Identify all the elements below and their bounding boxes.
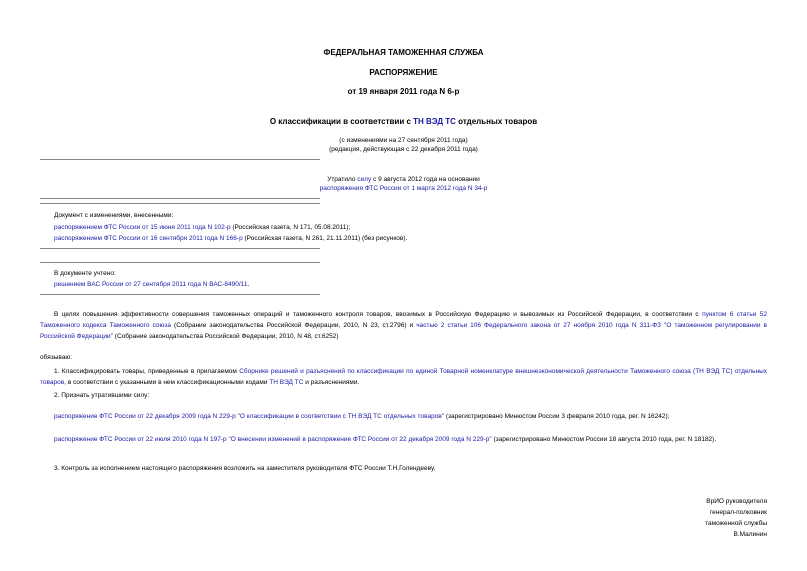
changes-item-1-link[interactable]: распоряжением ФТС России от 15 июня 2011 года N 102-р [54,224,231,231]
changes-heading: Документ с изменениями, внесенными: [54,212,174,219]
void-order-2-text: (зарегистрировано Минюстом России 18 августа 2010 года, рег. N 18182). [491,436,717,443]
divider [40,159,320,160]
divider [40,198,320,199]
lost-force-link[interactable]: силу [357,176,372,183]
document-title [0,117,807,126]
changes-item-1-text: (Российская газета, N 171, 05.08.2011); [230,224,351,231]
preamble-paragraph: В целях повышения эффективности совершения таможенных операций и таможенного контроля товаров, ввозимых в Российскую Федерацию и вывозимых из Российской Федерации, в соответствии с пунктом 6 статьи 52 Таможенного кодекса Таможенного союза (Собрание законодательства Российской Федерации, 2010, N 23, ст.2796) и частью 2 статьи 106 Федерального закона от 27 ноября 2010 года N 311-ФЗ "О таможенном регулировании в Российской Федерации" (Собрание законодательства Российской Федерации, 2010, N 48, ст.6252) [40,311,768,340]
divider [40,262,320,263]
signature-line-3: таможенной службы [705,520,767,527]
order-item-1-text-a: 1. Классифицировать товары, приведенные в прилагаемом [54,368,240,375]
preamble-text-a: В целях повышения эффективности совершения таможенных операций и таможенного контроля товаров, ввозимых в Российскую Федерацию и вывозимых из Российской Федерации, в соответствии с [54,311,703,318]
obligate-word: обязываю: [40,354,73,361]
considered-item [54,280,249,289]
order-item-1-link-tnved[interactable]: ТН ВЭД ТС [269,379,304,386]
lost-force-prefix: Утратило [327,176,358,183]
lost-force-note [0,175,807,184]
void-order-2-link[interactable]: распоряжение ФТС России от 22 июля 2010 года N 197-р "О внесении изменений в распоряжение ФТС России от 22 декабря 2009 года N 229-р" [54,436,492,443]
title-prefix: О классификации в соответствии с [269,117,414,126]
order-item-1-text-b: , в соответствии с указанными в нем классификационными кодами [64,379,270,386]
signature-line-1: ВрИО руководителя [706,498,767,505]
considered-item-link[interactable]: решением ВАС России от 27 сентября 2011 года N ВАС-8490/11 [54,281,248,288]
changes-item-2 [54,234,754,243]
signature-line-2: генерал-полковник [709,509,767,516]
lost-force-basis-link[interactable]: распоряжения ФТС России от 1 марта 2012 года N 34-р [319,185,488,192]
title-suffix: отдельных товаров [455,117,538,126]
preamble-text-c: (Собрание законодательства Российской Федерации, 2010, N 48, ст.6252) [113,333,339,340]
considered-heading: В документе учтено: [54,270,116,277]
divider [40,203,320,204]
lost-force-suffix: с 9 августа 2012 года на основании [371,176,480,183]
preamble-link-customs-code[interactable]: пунктом 6 статьи 52 Таможенного кодекса Таможенного союза [40,311,768,329]
changes-item-1 [54,223,754,232]
document-date: от 19 января 2011 года N 6-р [347,87,460,96]
title-link-tnved[interactable]: ТН ВЭД ТС [413,117,456,126]
changes-item-2-link[interactable]: распоряжением ФТС России от 16 сентября 2011 года N 166-р [54,235,243,242]
considered-item-text: . [247,281,250,288]
order-item-1-link-collection[interactable]: Сборнике решений и разъяснений по классификации по единой Товарной номенклатуре внешнеэкономической деятельности Таможенного союза (ТН ВЭД ТС) отдельных товаров [40,368,767,386]
signature-line-4: В.Малинин [733,531,767,538]
void-order-2 [40,434,767,445]
order-item-3: 3. Контроль за исполнением настоящего распоряжения возложить на заместителя руководителя ФТС России Т.Н.Голендееву. [54,465,436,472]
void-order-1 [40,411,767,422]
agency-name: ФЕДЕРАЛЬНАЯ ТАМОЖЕННАЯ СЛУЖБА [323,48,484,57]
divider [40,248,320,249]
void-order-1-link[interactable]: распоряжение ФТС России от 22 декабря 2009 года N 229-р "О классификации в соответствии с ТН ВЭД ТС отдельных товаров" [54,413,445,420]
edition-note: (редакция, действующая с 22 декабря 2011 года) [329,146,478,153]
document-type: РАСПОРЯЖЕНИЕ [369,68,438,77]
divider [40,294,320,295]
order-item-1 [40,366,767,388]
void-order-1-text: (зарегистрировано Минюстом России 3 февраля 2010 года, рег. N 16242); [444,413,670,420]
amendments-note: (с изменениями на 27 сентября 2011 года) [339,137,468,144]
order-item-2: 2. Признать утратившими силу: [54,392,150,399]
preamble-link-federal-law[interactable]: частью 2 статьи 106 Федерального закона от 27 ноября 2010 года N 311-ФЗ "О таможенном регулировании в Российской Федерации" [40,322,768,340]
order-item-1-text-c: и разъяснениями. [303,379,360,386]
changes-item-2-text: (Российская газета, N 261, 21.11.2011) (без рисунков). [242,235,408,242]
